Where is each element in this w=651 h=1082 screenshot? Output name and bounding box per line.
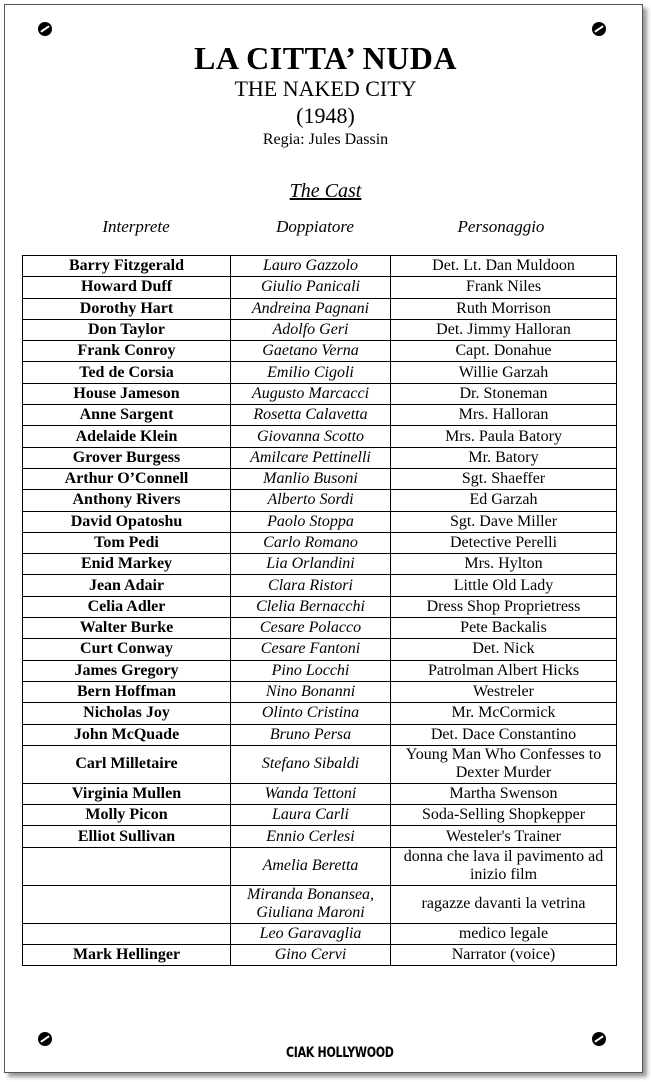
page-title: LA CITTA’ NUDA <box>193 40 457 76</box>
screw-icon <box>592 1032 606 1046</box>
dubber-name: Augusto Marcacci <box>231 383 391 404</box>
dubber-name: Carlo Romano <box>231 532 391 553</box>
character-name: Young Man Who Confesses to Dexter Murder <box>391 745 617 783</box>
actor-name <box>23 923 231 944</box>
table-row <box>23 468 617 489</box>
actor-name: Tom Pedi <box>23 532 231 553</box>
character-name: ragazze davanti la vetrina <box>391 885 617 923</box>
actor-name: Walter Burke <box>23 618 231 639</box>
table-row <box>23 783 617 804</box>
dubber-name: Ennio Cerlesi <box>231 826 391 847</box>
director-credit: Regia: Jules Dassin <box>262 131 389 148</box>
dubber-name: Stefano Sibaldi <box>231 745 391 783</box>
ciak-hollywood-logo: CIAK HOLLYWOOD <box>286 1044 394 1061</box>
table-row <box>23 362 617 383</box>
table-row <box>23 277 617 298</box>
actor-name: Celia Adler <box>23 596 231 617</box>
dubber-name: Wanda Tettoni <box>231 783 391 804</box>
character-name: Mrs. Hylton <box>391 554 617 575</box>
table-row <box>23 681 617 702</box>
table-row <box>23 923 617 944</box>
dubber-name: Alberto Sordi <box>231 490 391 511</box>
actor-name: Ted de Corsia <box>23 362 231 383</box>
english-title: THE NAKED CITY <box>234 76 417 101</box>
dubber-name: Gino Cervi <box>231 945 391 966</box>
table-row <box>23 490 617 511</box>
table-row <box>23 554 617 575</box>
character-name: Capt. Donahue <box>391 341 617 362</box>
character-name: Dr. Stoneman <box>391 383 617 404</box>
actor-name: Adelaide Klein <box>23 426 231 447</box>
dubber-name: Adolfo Geri <box>231 319 391 340</box>
screw-icon <box>38 22 52 36</box>
character-name: Mr. Batory <box>391 447 617 468</box>
actor-name: James Gregory <box>23 660 231 681</box>
table-row <box>23 256 617 277</box>
character-name: Dress Shop Proprietress <box>391 596 617 617</box>
table-row <box>23 405 617 426</box>
table-row <box>23 596 617 617</box>
character-name: Narrator (voice) <box>391 945 617 966</box>
dubber-name: Cesare Polacco <box>231 618 391 639</box>
dubber-name: Bruno Persa <box>231 724 391 745</box>
dubber-name: Pino Locchi <box>231 660 391 681</box>
dubber-name: Paolo Stoppa <box>231 511 391 532</box>
actor-name: House Jameson <box>23 383 231 404</box>
column-header-dubber: Doppiatore <box>276 217 354 236</box>
dubber-name: Lauro Gazzolo <box>231 256 391 277</box>
dubber-name: Cesare Fantoni <box>231 639 391 660</box>
character-name: Pete Backalis <box>391 618 617 639</box>
actor-name: Anthony Rivers <box>23 490 231 511</box>
dubber-name: Gaetano Verna <box>231 341 391 362</box>
cast-table <box>22 255 617 966</box>
character-name: Det. Dace Constantino <box>391 724 617 745</box>
table-row <box>23 426 617 447</box>
actor-name: Curt Conway <box>23 639 231 660</box>
dubber-name: Olinto Cristina <box>231 703 391 724</box>
character-name: medico legale <box>391 923 617 944</box>
table-row <box>23 639 617 660</box>
screw-icon <box>38 1032 52 1046</box>
actor-name: Bern Hoffman <box>23 681 231 702</box>
dubber-name: Lia Orlandini <box>231 554 391 575</box>
actor-name: Nicholas Joy <box>23 703 231 724</box>
actor-name: Don Taylor <box>23 319 231 340</box>
character-name: Westeler's Trainer <box>391 826 617 847</box>
dubber-name: Amilcare Pettinelli <box>231 447 391 468</box>
dubber-name: Andreina Pagnani <box>231 298 391 319</box>
dubber-name: Manlio Busoni <box>231 468 391 489</box>
table-row <box>23 447 617 468</box>
character-name: Sgt. Shaeffer <box>391 468 617 489</box>
table-row <box>23 745 617 783</box>
cast-heading: The Cast <box>289 180 362 202</box>
table-row <box>23 724 617 745</box>
character-name: Patrolman Albert Hicks <box>391 660 617 681</box>
actor-name <box>23 885 231 923</box>
table-row <box>23 575 617 596</box>
table-row <box>23 618 617 639</box>
character-name: Mrs. Paula Batory <box>391 426 617 447</box>
table-row <box>23 945 617 966</box>
character-name: Mrs. Halloran <box>391 405 617 426</box>
character-name: donna che lava il pavimento ad inizio film <box>391 847 617 885</box>
actor-name <box>23 847 231 885</box>
character-name: Det. Jimmy Halloran <box>391 319 617 340</box>
character-name: Little Old Lady <box>391 575 617 596</box>
actor-name: Frank Conroy <box>23 341 231 362</box>
actor-name: Mark Hellinger <box>23 945 231 966</box>
dubber-name: Amelia Beretta <box>231 847 391 885</box>
actor-name: Enid Markey <box>23 554 231 575</box>
character-name: Willie Garzah <box>391 362 617 383</box>
actor-name: Molly Picon <box>23 805 231 826</box>
character-name: Detective Perelli <box>391 532 617 553</box>
character-name: Frank Niles <box>391 277 617 298</box>
character-name: Westreler <box>391 681 617 702</box>
actor-name: David Opatoshu <box>23 511 231 532</box>
character-name: Sgt. Dave Miller <box>391 511 617 532</box>
dubber-name: Miranda Bonansea, Giuliana Maroni <box>231 885 391 923</box>
character-name: Ed Garzah <box>391 490 617 511</box>
table-row <box>23 532 617 553</box>
dubber-name: Clara Ristori <box>231 575 391 596</box>
table-row <box>23 660 617 681</box>
release-year: (1948) <box>296 103 355 128</box>
actor-name: Arthur O’Connell <box>23 468 231 489</box>
actor-name: Anne Sargent <box>23 405 231 426</box>
character-name: Det. Lt. Dan Muldoon <box>391 256 617 277</box>
table-row <box>23 511 617 532</box>
screw-icon <box>592 22 606 36</box>
dubber-name: Clelia Bernacchi <box>231 596 391 617</box>
actor-name: Jean Adair <box>23 575 231 596</box>
character-name: Martha Swenson <box>391 783 617 804</box>
dubber-name: Nino Bonanni <box>231 681 391 702</box>
actor-name: Virginia Mullen <box>23 783 231 804</box>
dubber-name: Giovanna Scotto <box>231 426 391 447</box>
actor-name: Barry Fitzgerald <box>23 256 231 277</box>
dubber-name: Giulio Panicali <box>231 277 391 298</box>
actor-name: Carl Milletaire <box>23 745 231 783</box>
character-name: Det. Nick <box>391 639 617 660</box>
table-row <box>23 383 617 404</box>
column-header-actor: Interprete <box>102 217 170 236</box>
table-row <box>23 341 617 362</box>
dubber-name: Rosetta Calavetta <box>231 405 391 426</box>
actor-name: Elliot Sullivan <box>23 826 231 847</box>
table-row <box>23 826 617 847</box>
table-row <box>23 805 617 826</box>
actor-name: Howard Duff <box>23 277 231 298</box>
table-row <box>23 885 617 923</box>
table-row <box>23 298 617 319</box>
dubber-name: Leo Garavaglia <box>231 923 391 944</box>
table-row <box>23 847 617 885</box>
actor-name: John McQuade <box>23 724 231 745</box>
actor-name: Grover Burgess <box>23 447 231 468</box>
actor-name: Dorothy Hart <box>23 298 231 319</box>
table-row <box>23 319 617 340</box>
character-name: Ruth Morrison <box>391 298 617 319</box>
dubber-name: Laura Carli <box>231 805 391 826</box>
character-name: Mr. McCormick <box>391 703 617 724</box>
table-row <box>23 703 617 724</box>
dubber-name: Emilio Cigoli <box>231 362 391 383</box>
column-header-character: Personaggio <box>457 217 545 236</box>
character-name: Soda-Selling Shopkepper <box>391 805 617 826</box>
